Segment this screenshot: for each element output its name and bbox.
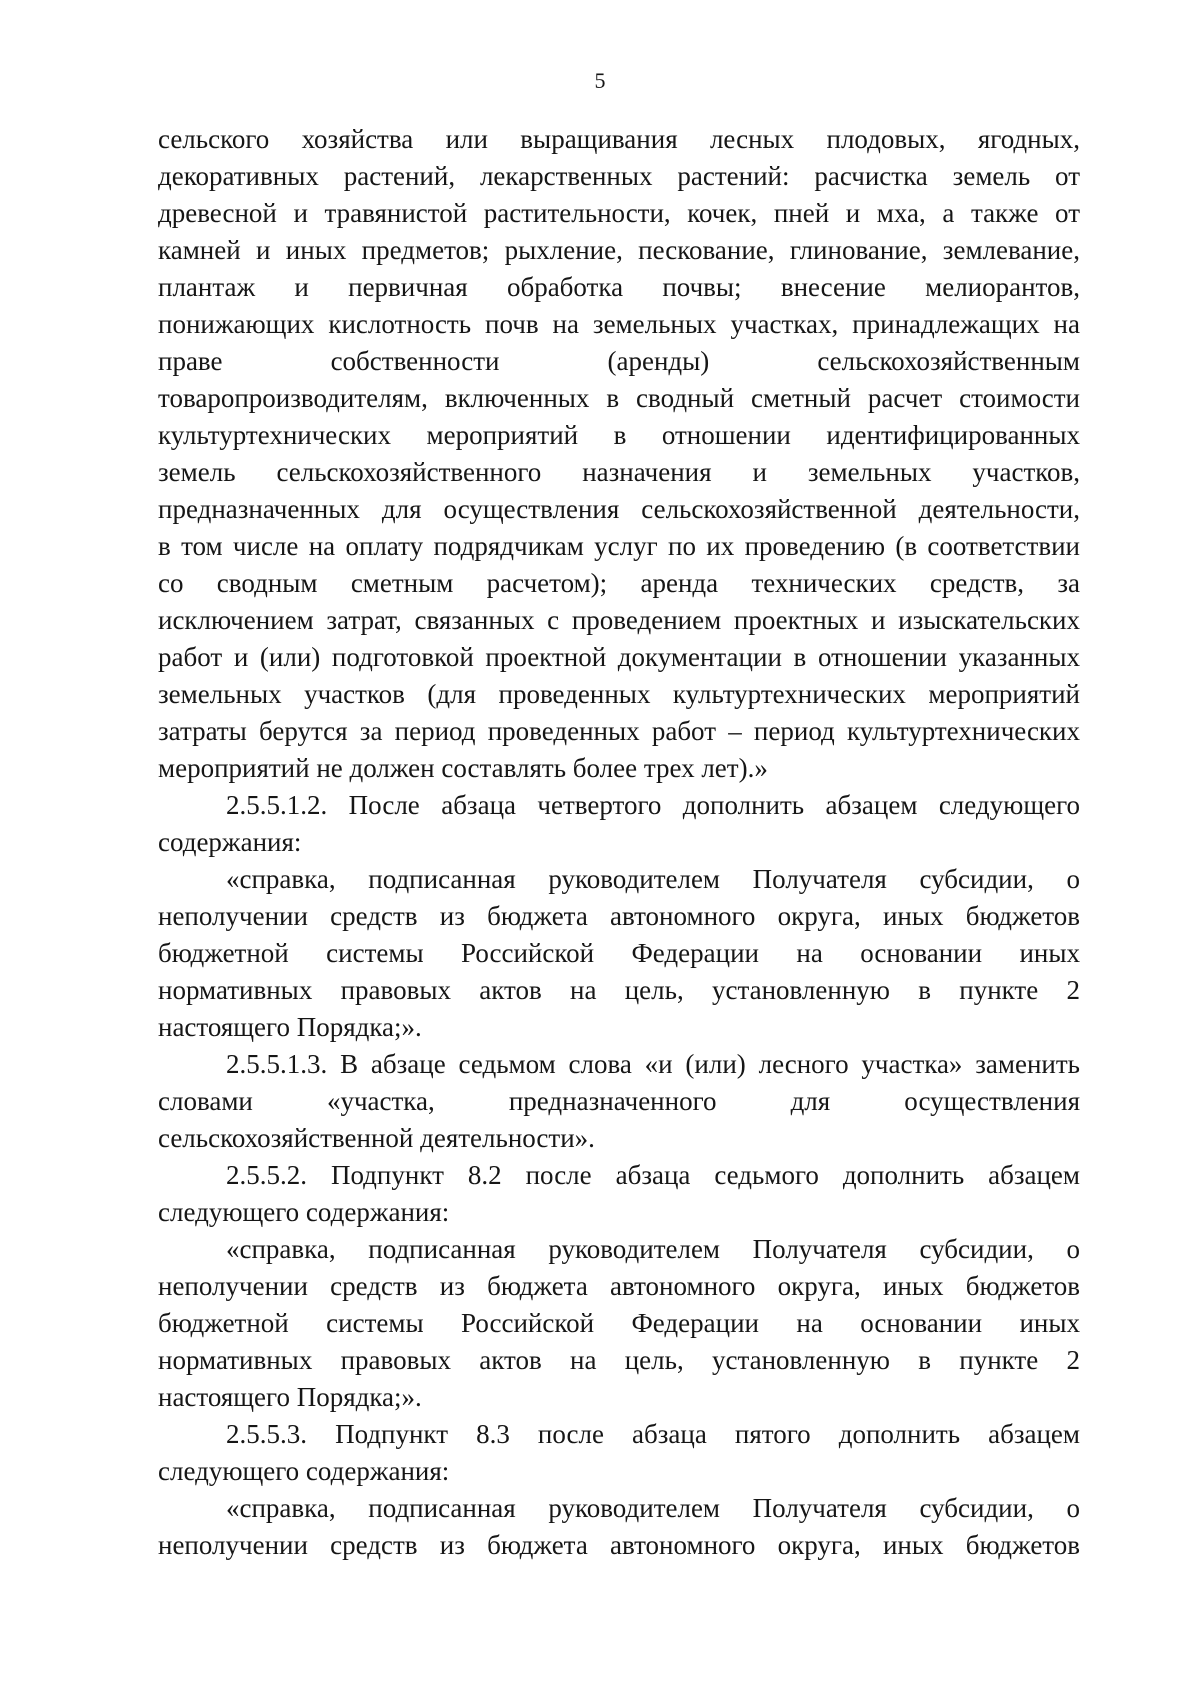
text-line: сельскохозяйственной деятельности».: [158, 1123, 595, 1153]
text-line: работ и (или) подготовкой проектной документации в отношении указанных: [158, 642, 1080, 672]
text-line: содержания:: [158, 827, 302, 857]
text-line: бюджетной системы Российской Федерации на основании иных: [158, 1308, 1080, 1338]
text-line: сельского хозяйства или выращивания лесных плодовых, ягодных,: [158, 124, 1080, 154]
text-line: понижающих кислотность почв на земельных участках, принадлежащих на: [158, 309, 1080, 339]
text-line: «справка, подписанная руководителем Получателя субсидии, о: [226, 864, 1080, 894]
text-line: плантаж и первичная обработка почвы; внесение мелиорантов,: [158, 272, 1080, 302]
text-line: бюджетной системы Российской Федерации на основании иных: [158, 938, 1080, 968]
text-line: в том числе на оплату подрядчикам услуг по их проведению (в соответствии: [158, 531, 1080, 561]
text-line: товаропроизводителям, включенных в сводный сметный расчет стоимости: [158, 383, 1080, 413]
text-line: земель сельскохозяйственного назначения и земельных участков,: [158, 457, 1080, 487]
text-line: исключением затрат, связанных с проведением проектных и изыскательских: [158, 605, 1080, 635]
text-line: 2.5.5.3. Подпункт 8.3 после абзаца пятого дополнить абзацем: [226, 1419, 1080, 1449]
text-line: предназначенных для осуществления сельскохозяйственной деятельности,: [158, 494, 1080, 524]
text-line: неполучении средств из бюджета автономного округа, иных бюджетов: [158, 901, 1080, 931]
text-line: камней и иных предметов; рыхление, пескование, глинование, землевание,: [158, 235, 1080, 265]
text-line: «справка, подписанная руководителем Получателя субсидии, о: [226, 1234, 1080, 1264]
text-line: мероприятий не должен составлять более трех лет).»: [158, 753, 768, 783]
text-line: неполучении средств из бюджета автономного округа, иных бюджетов: [158, 1530, 1080, 1560]
text-line: нормативных правовых актов на цель, установленную в пункте 2: [158, 1345, 1080, 1375]
text-line: нормативных правовых актов на цель, установленную в пункте 2: [158, 975, 1080, 1005]
text-line: древесной и травянистой растительности, кочек, пней и мха, а также от: [158, 198, 1080, 228]
text-line: праве собственности (аренды) сельскохозяйственным: [158, 346, 1080, 376]
text-line: «справка, подписанная руководителем Получателя субсидии, о: [226, 1493, 1080, 1523]
text-line: следующего содержания:: [158, 1456, 450, 1486]
document-body: [158, 121, 1080, 1564]
text-line: следующего содержания:: [158, 1197, 450, 1227]
page-number: 5: [594, 68, 606, 93]
text-line: культуртехнических мероприятий в отношении идентифицированных: [158, 420, 1080, 450]
text-line: земельных участков (для проведенных культуртехнических мероприятий: [158, 679, 1080, 709]
text-line: затраты берутся за период проведенных работ – период культуртехнических: [158, 716, 1080, 746]
text-line: неполучении средств из бюджета автономного округа, иных бюджетов: [158, 1271, 1080, 1301]
text-line: словами «участка, предназначенного для осуществления: [158, 1086, 1080, 1116]
text-line: 2.5.5.2. Подпункт 8.2 после абзаца седьмого дополнить абзацем: [226, 1160, 1080, 1190]
text-line: со сводным сметным расчетом); аренда технических средств, за: [158, 568, 1080, 598]
text-line: настоящего Порядка;».: [158, 1012, 422, 1042]
text-line: настоящего Порядка;».: [158, 1382, 422, 1412]
text-line: 2.5.5.1.2. После абзаца четвертого дополнить абзацем следующего: [226, 790, 1080, 820]
text-line: декоративных растений, лекарственных растений: расчистка земель от: [158, 161, 1080, 191]
text-line: 2.5.5.1.3. В абзаце седьмом слова «и (или) лесного участка» заменить: [226, 1049, 1080, 1079]
